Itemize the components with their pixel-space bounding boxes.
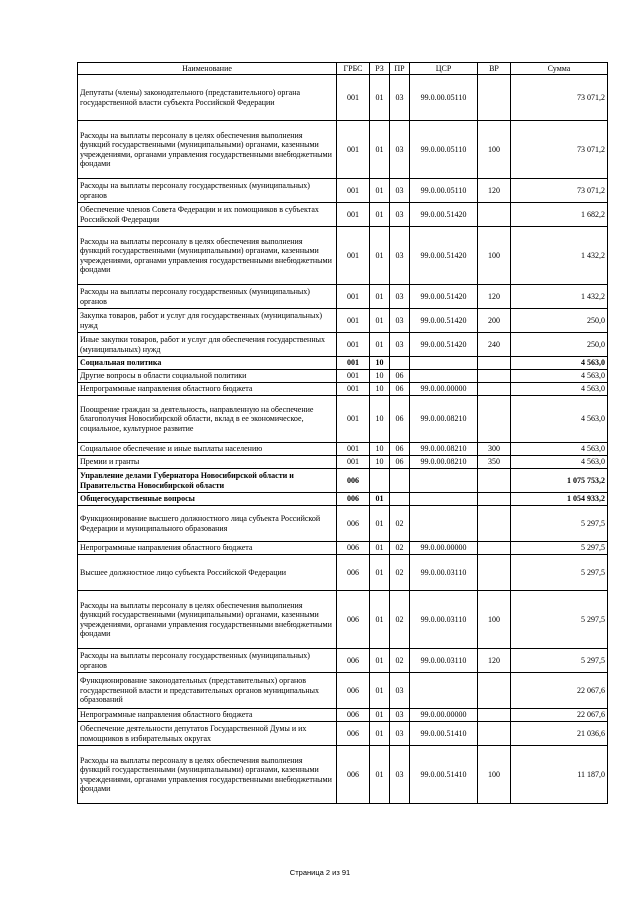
cell-rz: 01 [370, 333, 390, 357]
cell-sum: 22 067,6 [511, 709, 608, 722]
cell-name: Иные закупки товаров, работ и услуг для обеспечения государственных (муниципальных) нужд [78, 333, 337, 357]
table-row [78, 443, 608, 456]
cell-rz: 01 [370, 285, 390, 309]
cell-grbs: 001 [337, 370, 370, 383]
cell-name: Высшее должностное лицо субъекта Российской Федерации [78, 555, 337, 591]
cell-vr [478, 357, 511, 370]
cell-pr: 06 [390, 443, 410, 456]
cell-rz: 10 [370, 357, 390, 370]
cell-grbs: 006 [337, 722, 370, 746]
table-row [78, 493, 608, 506]
table-row [78, 555, 608, 591]
cell-pr: 06 [390, 383, 410, 396]
cell-grbs: 001 [337, 75, 370, 121]
cell-vr [478, 383, 511, 396]
cell-csr: 99.0.00.51410 [410, 746, 478, 804]
cell-sum: 4 563,0 [511, 370, 608, 383]
cell-rz: 10 [370, 456, 390, 469]
cell-csr: 99.0.00.08210 [410, 443, 478, 456]
cell-sum: 1 432,2 [511, 285, 608, 309]
cell-grbs: 001 [337, 285, 370, 309]
cell-grbs: 006 [337, 469, 370, 493]
cell-csr [410, 357, 478, 370]
cell-name: Обеспечение членов Совета Федерации и их помощников в субъектах Российской Федерации [78, 203, 337, 227]
cell-rz: 01 [370, 179, 390, 203]
table-row [78, 591, 608, 649]
cell-sum: 5 297,5 [511, 506, 608, 542]
cell-rz [370, 469, 390, 493]
cell-grbs: 006 [337, 746, 370, 804]
cell-csr [410, 469, 478, 493]
page-footer: Страница 2 из 91 [289, 868, 351, 877]
cell-pr [390, 493, 410, 506]
table-row [78, 370, 608, 383]
cell-sum: 73 071,2 [511, 75, 608, 121]
cell-vr: 100 [478, 591, 511, 649]
cell-grbs: 001 [337, 121, 370, 179]
cell-rz: 01 [370, 542, 390, 555]
cell-csr: 99.0.00.51420 [410, 309, 478, 333]
cell-grbs: 001 [337, 227, 370, 285]
cell-grbs: 001 [337, 456, 370, 469]
cell-pr: 03 [390, 673, 410, 709]
cell-grbs: 006 [337, 649, 370, 673]
cell-rz: 01 [370, 649, 390, 673]
cell-csr: 99.0.00.08210 [410, 396, 478, 443]
cell-sum: 1 075 753,2 [511, 469, 608, 493]
cell-grbs: 001 [337, 357, 370, 370]
table-row [78, 722, 608, 746]
cell-pr: 03 [390, 309, 410, 333]
cell-rz: 01 [370, 673, 390, 709]
cell-sum: 4 563,0 [511, 456, 608, 469]
table-row [78, 75, 608, 121]
table-row [78, 203, 608, 227]
cell-name: Общегосударственные вопросы [78, 493, 337, 506]
cell-csr: 99.0.00.00000 [410, 542, 478, 555]
cell-vr: 300 [478, 443, 511, 456]
cell-rz: 01 [370, 746, 390, 804]
cell-sum: 5 297,5 [511, 591, 608, 649]
cell-sum: 4 563,0 [511, 357, 608, 370]
cell-name: Премии и гранты [78, 456, 337, 469]
cell-name: Функционирование высшего должностного лица субъекта Российской Федерации и муниципального образования [78, 506, 337, 542]
table-row [78, 285, 608, 309]
cell-name: Непрограммные направления областного бюджета [78, 383, 337, 396]
cell-name: Другие вопросы в области социальной политики [78, 370, 337, 383]
cell-pr [390, 357, 410, 370]
cell-sum: 5 297,5 [511, 649, 608, 673]
cell-pr: 03 [390, 722, 410, 746]
cell-vr [478, 370, 511, 383]
cell-pr: 03 [390, 179, 410, 203]
cell-csr: 99.0.00.51420 [410, 203, 478, 227]
cell-csr: 99.0.00.03110 [410, 591, 478, 649]
cell-pr: 06 [390, 396, 410, 443]
cell-rz: 01 [370, 75, 390, 121]
header-sum: Сумма [511, 63, 608, 75]
cell-sum: 4 563,0 [511, 383, 608, 396]
cell-rz: 01 [370, 493, 390, 506]
cell-grbs: 006 [337, 591, 370, 649]
table-row [78, 396, 608, 443]
cell-vr [478, 555, 511, 591]
table-row [78, 309, 608, 333]
cell-rz: 01 [370, 722, 390, 746]
cell-name: Поощрение граждан за деятельность, направленную на обеспечение благополучия Новосибирской области, вклад в ее экономическое, социальное, культурное развитие [78, 396, 337, 443]
cell-vr [478, 75, 511, 121]
cell-name: Обеспечение деятельности депутатов Государственной Думы и их помощников в избирательных округах [78, 722, 337, 746]
cell-csr: 99.0.00.03110 [410, 555, 478, 591]
cell-name: Непрограммные направления областного бюджета [78, 709, 337, 722]
cell-sum: 22 067,6 [511, 673, 608, 709]
cell-csr: 99.0.00.05110 [410, 179, 478, 203]
cell-grbs: 001 [337, 203, 370, 227]
cell-grbs: 006 [337, 555, 370, 591]
cell-grbs: 006 [337, 542, 370, 555]
header-row [78, 63, 608, 75]
cell-vr [478, 722, 511, 746]
cell-sum: 4 563,0 [511, 443, 608, 456]
cell-pr: 03 [390, 285, 410, 309]
cell-name: Расходы на выплаты персоналу в целях обеспечения выполнения функций государственными (муниципальными) органами, казенными учреждениями, органами управления государственными внебюджетными фондами [78, 227, 337, 285]
cell-pr: 03 [390, 203, 410, 227]
table-row [78, 649, 608, 673]
cell-pr: 03 [390, 746, 410, 804]
cell-rz: 10 [370, 396, 390, 443]
cell-name: Закупка товаров, работ и услуг для государственных (муниципальных) нужд [78, 309, 337, 333]
cell-rz: 01 [370, 203, 390, 227]
cell-vr: 120 [478, 285, 511, 309]
cell-vr [478, 203, 511, 227]
cell-vr: 100 [478, 746, 511, 804]
cell-grbs: 006 [337, 493, 370, 506]
cell-pr: 02 [390, 542, 410, 555]
cell-sum: 11 187,0 [511, 746, 608, 804]
cell-pr: 06 [390, 370, 410, 383]
cell-sum: 4 563,0 [511, 396, 608, 443]
cell-name: Функционирование законодательных (представительных) органов государственной власти и представительных органов муниципальных образований [78, 673, 337, 709]
table-row [78, 746, 608, 804]
header-name: Наименование [78, 63, 337, 75]
cell-sum: 5 297,5 [511, 542, 608, 555]
cell-name: Непрограммные направления областного бюджета [78, 542, 337, 555]
cell-csr [410, 370, 478, 383]
table-row [78, 469, 608, 493]
cell-grbs: 001 [337, 443, 370, 456]
table-row [78, 456, 608, 469]
cell-pr: 03 [390, 333, 410, 357]
cell-vr: 120 [478, 649, 511, 673]
cell-vr: 120 [478, 179, 511, 203]
cell-vr [478, 396, 511, 443]
cell-csr [410, 493, 478, 506]
cell-csr: 99.0.00.51420 [410, 227, 478, 285]
cell-name: Управление делами Губернатора Новосибирской области и Правительства Новосибирской области [78, 469, 337, 493]
cell-grbs: 001 [337, 309, 370, 333]
cell-pr: 03 [390, 121, 410, 179]
cell-name: Расходы на выплаты персоналу государственных (муниципальных) органов [78, 179, 337, 203]
table-row [78, 506, 608, 542]
budget-table [77, 62, 608, 804]
cell-vr [478, 709, 511, 722]
cell-name: Расходы на выплаты персоналу государственных (муниципальных) органов [78, 649, 337, 673]
cell-csr: 99.0.00.51420 [410, 285, 478, 309]
header-vr: ВР [478, 63, 511, 75]
cell-sum: 1 682,2 [511, 203, 608, 227]
header-csr: ЦСР [410, 63, 478, 75]
cell-csr: 99.0.00.51410 [410, 722, 478, 746]
cell-rz: 10 [370, 383, 390, 396]
cell-name: Социальная политика [78, 357, 337, 370]
cell-sum: 5 297,5 [511, 555, 608, 591]
cell-name: Социальное обеспечение и иные выплаты населению [78, 443, 337, 456]
header-grbs: ГРБС [337, 63, 370, 75]
cell-vr [478, 542, 511, 555]
cell-csr: 99.0.00.05110 [410, 121, 478, 179]
cell-csr: 99.0.00.51420 [410, 333, 478, 357]
header-rz: РЗ [370, 63, 390, 75]
cell-name: Расходы на выплаты персоналу государственных (муниципальных) органов [78, 285, 337, 309]
table-row [78, 179, 608, 203]
cell-vr: 100 [478, 227, 511, 285]
cell-csr: 99.0.00.08210 [410, 456, 478, 469]
cell-grbs: 006 [337, 506, 370, 542]
table-row [78, 542, 608, 555]
cell-rz: 01 [370, 709, 390, 722]
cell-rz: 10 [370, 443, 390, 456]
cell-rz: 01 [370, 309, 390, 333]
cell-csr: 99.0.00.00000 [410, 383, 478, 396]
cell-vr [478, 493, 511, 506]
cell-name: Расходы на выплаты персоналу в целях обеспечения выполнения функций государственными (муниципальными) органами, казенными учреждениями, органами управления государственными внебюджетными фондами [78, 121, 337, 179]
cell-pr: 02 [390, 506, 410, 542]
cell-sum: 250,0 [511, 309, 608, 333]
cell-vr [478, 506, 511, 542]
cell-vr: 200 [478, 309, 511, 333]
table-row [78, 673, 608, 709]
cell-grbs: 006 [337, 709, 370, 722]
cell-pr: 02 [390, 649, 410, 673]
cell-name: Расходы на выплаты персоналу в целях обеспечения выполнения функций государственными (муниципальными) органами, казенными учреждениями, органами управления государственными внебюджетными фондами [78, 591, 337, 649]
cell-grbs: 001 [337, 333, 370, 357]
table-row [78, 121, 608, 179]
cell-vr: 100 [478, 121, 511, 179]
table-row [78, 227, 608, 285]
cell-sum: 1 054 933,2 [511, 493, 608, 506]
cell-sum: 73 071,2 [511, 121, 608, 179]
cell-rz: 01 [370, 591, 390, 649]
cell-rz: 10 [370, 370, 390, 383]
cell-vr: 350 [478, 456, 511, 469]
cell-vr [478, 469, 511, 493]
table-row [78, 333, 608, 357]
cell-grbs: 001 [337, 179, 370, 203]
cell-grbs: 001 [337, 396, 370, 443]
cell-csr [410, 506, 478, 542]
table-row [78, 383, 608, 396]
cell-csr: 99.0.00.05110 [410, 75, 478, 121]
cell-grbs: 001 [337, 383, 370, 396]
cell-rz: 01 [370, 121, 390, 179]
cell-csr [410, 673, 478, 709]
cell-vr [478, 673, 511, 709]
table-row [78, 357, 608, 370]
cell-csr: 99.0.00.03110 [410, 649, 478, 673]
header-pr: ПР [390, 63, 410, 75]
cell-sum: 250,0 [511, 333, 608, 357]
cell-vr: 240 [478, 333, 511, 357]
table-row [78, 709, 608, 722]
cell-sum: 73 071,2 [511, 179, 608, 203]
cell-pr: 02 [390, 555, 410, 591]
cell-name: Расходы на выплаты персоналу в целях обеспечения выполнения функций государственными (муниципальными) органами, казенными учреждениями, органами управления государственными внебюджетными фондами [78, 746, 337, 804]
cell-pr: 06 [390, 456, 410, 469]
cell-pr: 03 [390, 709, 410, 722]
cell-sum: 1 432,2 [511, 227, 608, 285]
cell-csr: 99.0.00.00000 [410, 709, 478, 722]
cell-name: Депутаты (члены) законодательного (представительного) органа государственной власти субъекта Российской Федерации [78, 75, 337, 121]
cell-grbs: 006 [337, 673, 370, 709]
cell-pr: 03 [390, 75, 410, 121]
cell-rz: 01 [370, 227, 390, 285]
cell-rz: 01 [370, 555, 390, 591]
cell-sum: 21 036,6 [511, 722, 608, 746]
cell-pr [390, 469, 410, 493]
cell-rz: 01 [370, 506, 390, 542]
cell-pr: 03 [390, 227, 410, 285]
cell-pr: 02 [390, 591, 410, 649]
